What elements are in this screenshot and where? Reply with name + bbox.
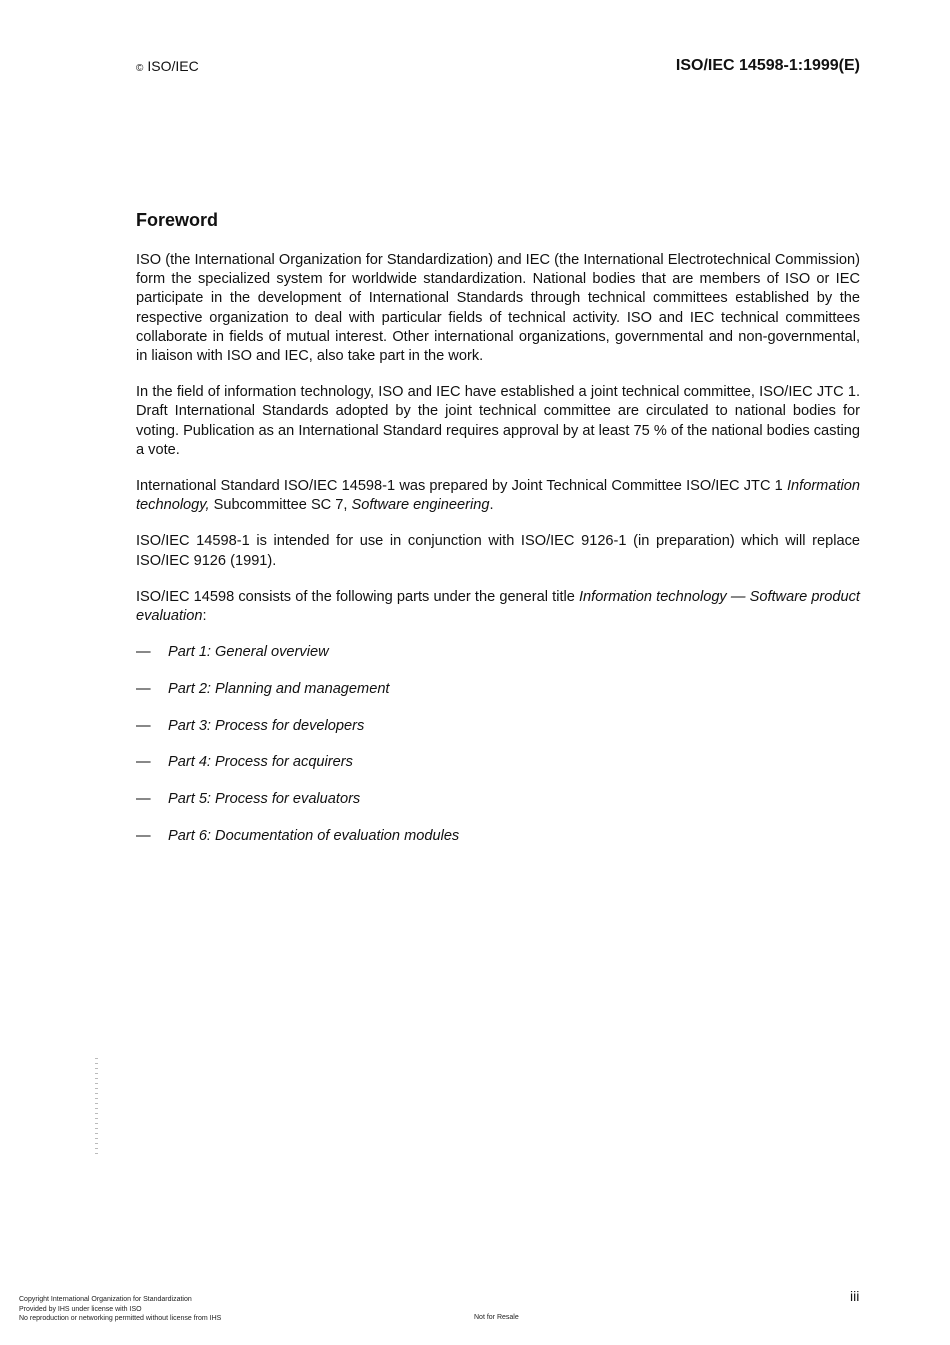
list-item — [136, 643, 860, 662]
paragraph-5 — [136, 588, 860, 626]
copyright-symbol: © — [136, 63, 144, 74]
main-content — [136, 210, 860, 863]
list-dash: — — [136, 754, 151, 771]
header-left — [136, 58, 199, 74]
page-number: iii — [850, 1288, 860, 1304]
footer-line-1: Copyright International Organization for Standardization — [19, 1296, 192, 1303]
footer-not-for-resale: Not for Resale — [474, 1314, 519, 1321]
p3-text-c: Subcommittee SC 7, — [209, 497, 352, 514]
list-item — [136, 717, 860, 736]
list-dash: — — [136, 717, 151, 734]
paragraph-4: ISO/IEC 14598-1 is intended for use in conjunction with ISO/IEC 9126-1 (in preparation) which will replace ISO/IEC 9126 (1991). — [136, 533, 860, 569]
list-item — [136, 753, 860, 772]
p3-italic-d: Software engineering — [351, 497, 490, 514]
list-item — [136, 680, 860, 699]
list-item-label: Part 1: General overview — [168, 644, 329, 661]
list-item-label: Part 3: Process for developers — [168, 717, 365, 734]
p5-text-a: ISO/IEC 14598 consists of the following parts under the general title — [136, 588, 579, 605]
document-identifier: ISO/IEC 14598-1:1999(E) — [675, 57, 860, 74]
page-title: Foreword — [136, 210, 219, 230]
paragraph-2: In the field of information technology, ISO and IEC have established a joint technical committee, ISO/IEC JTC 1. Draft International Standards adopted by the joint technical committee are circulated to national bodies for voting. Publication as an International Standard requires approval by at least 75 % of the national bodies casting a vote. — [136, 384, 860, 458]
p5-text-c: : — [202, 608, 207, 625]
p5-italic-b: Information technology — Software product evaluation — [136, 588, 860, 625]
p3-text-e: . — [489, 497, 494, 514]
list-dash: — — [136, 791, 151, 807]
footer-line-2: Provided by IHS under license with ISO — [19, 1305, 142, 1313]
footer-line-3: No reproduction or networking permitted without license from IHS — [19, 1315, 222, 1322]
list-dash: — — [136, 827, 151, 844]
footer-copyright — [19, 1295, 221, 1324]
list-item — [136, 827, 860, 846]
list-dash: — — [136, 680, 151, 697]
parts-list — [136, 643, 860, 845]
p3-italic-b: Information technology, — [136, 478, 860, 514]
list-item-label: Part 5: Process for evaluators — [168, 791, 361, 807]
list-item-label: Part 4: Process for acquirers — [168, 754, 353, 771]
paragraph-3 — [136, 477, 860, 515]
paragraph-1: ISO (the International Organization for Standardization) and IEC (the International Electrotechnical Commission) form the specialized system for worldwide standardization. National bodies that are members of ISO or IEC participate in the development of International Standards through technical committees established by the respective organization to deal with particular fields of technical activity. ISO and IEC technical committees collaborate in fields of mutual interest. Other international organizations, governmental and non-governmental, in liaison with ISO and IEC, also take part in the work. — [136, 252, 860, 365]
header-left-text: ISO/IEC — [147, 58, 199, 74]
p3-text-a: International Standard ISO/IEC 14598-1 was prepared by Joint Technical Committee ISO/IEC JTC 1 — [136, 478, 787, 495]
list-item — [136, 790, 860, 809]
list-item-label: Part 2: Planning and management — [168, 680, 390, 697]
margin-marks — [95, 1058, 98, 1158]
list-item-label: Part 6: Documentation of evaluation modules — [168, 827, 460, 844]
list-dash: — — [136, 644, 151, 661]
